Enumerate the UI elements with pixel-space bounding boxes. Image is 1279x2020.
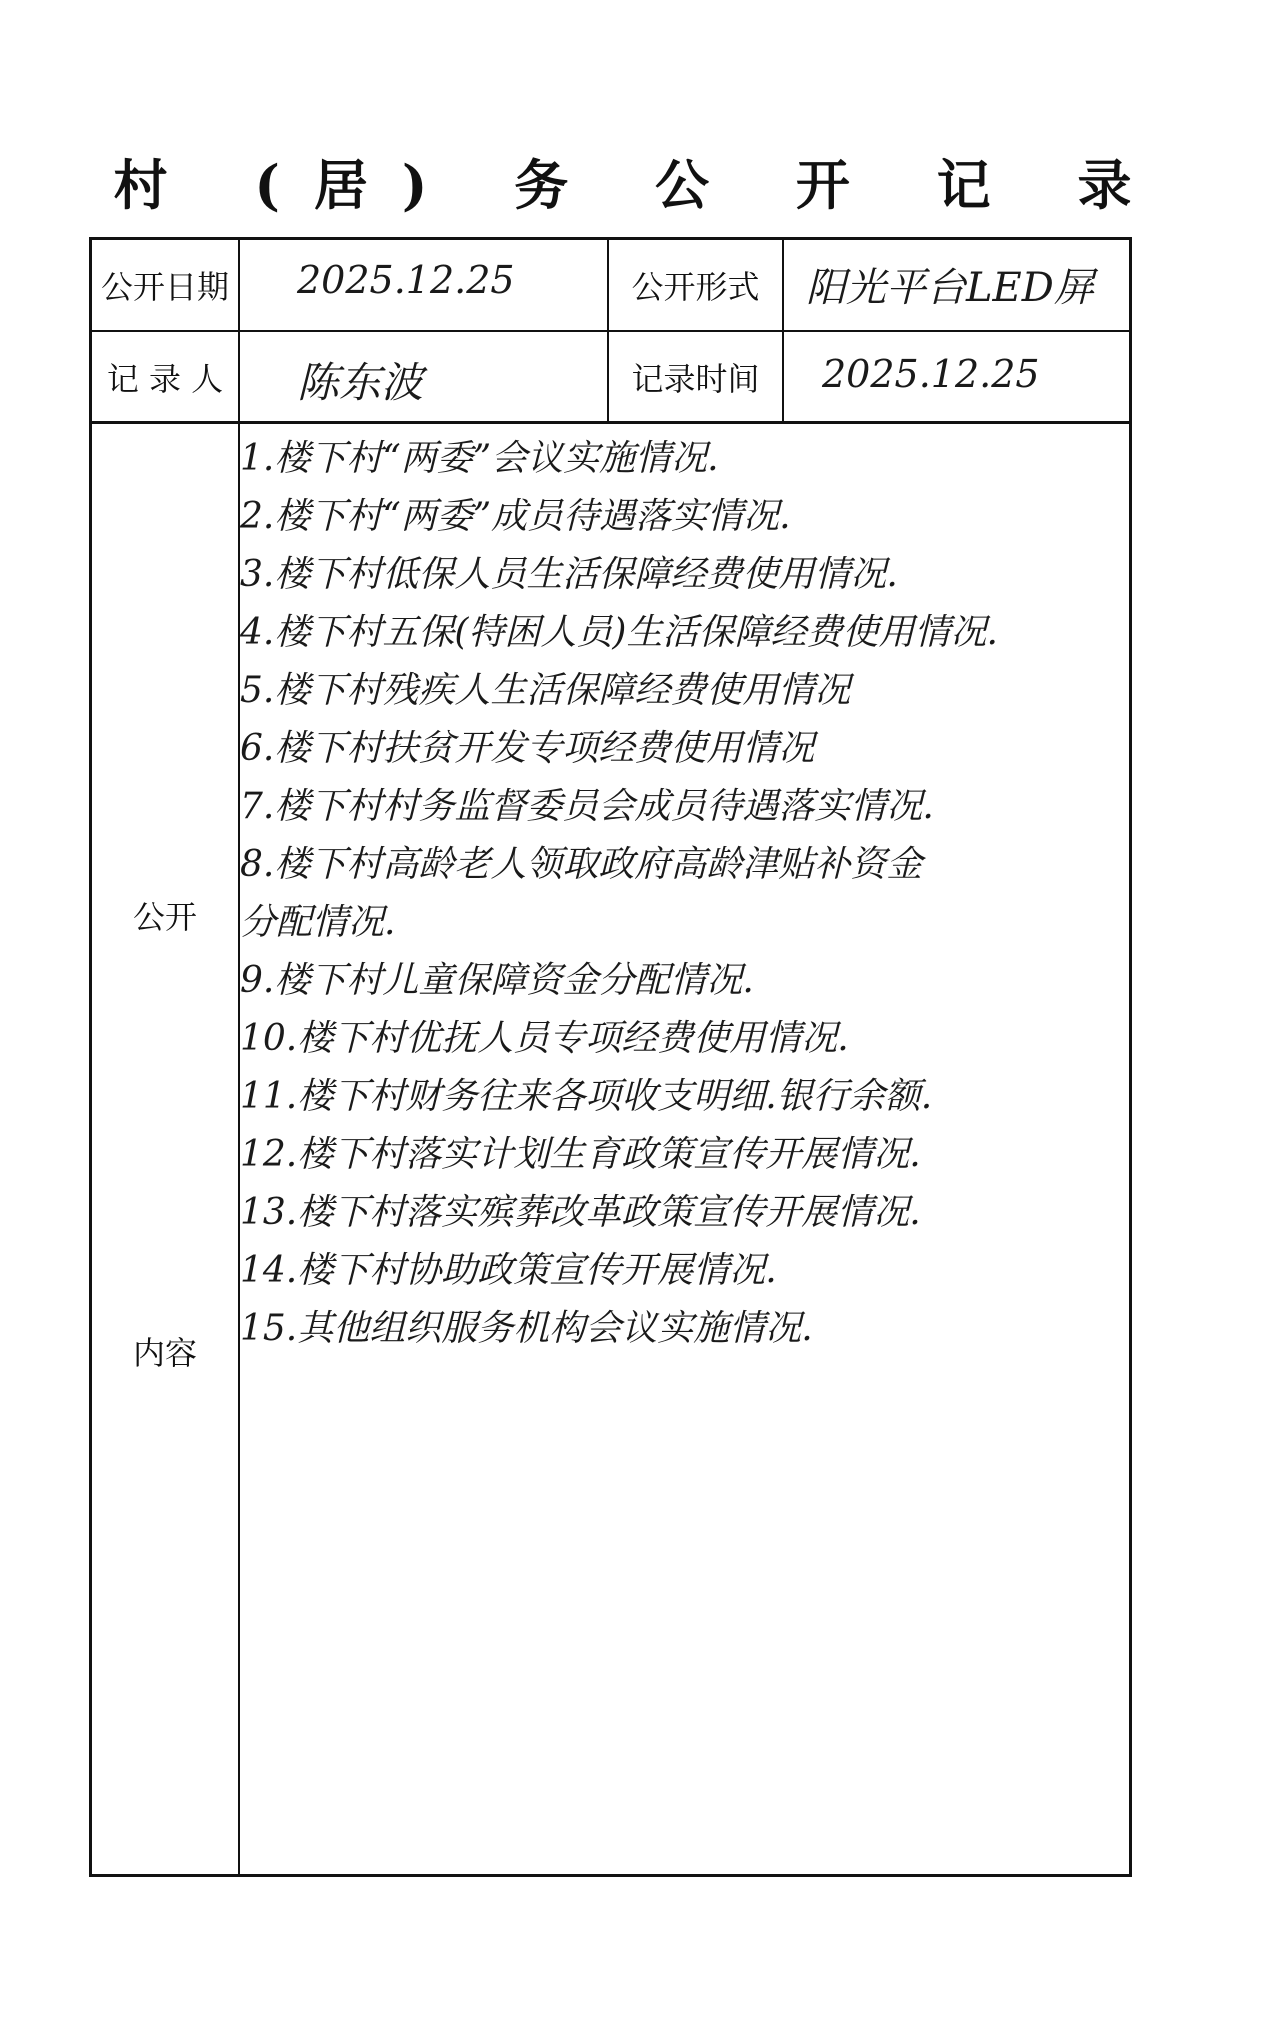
list-item: 12.楼下村落实计划生育政策宣传开展情况.: [240, 1134, 921, 1175]
list-item: 1.楼下村“两委”会议实施情况.: [240, 438, 719, 479]
list-item: 10.楼下村优抚人员专项经费使用情况.: [240, 1018, 849, 1059]
recorder-value: 陈东波: [297, 358, 424, 407]
disclosure-item-list: [240, 430, 1100, 1358]
record-time-label: 记录时间: [631, 359, 760, 398]
content-label-top: 公开: [132, 898, 197, 936]
list-item: 14.楼下村协助政策宣传开展情况.: [240, 1250, 777, 1291]
content-label-bottom: 内容: [132, 1334, 197, 1372]
record-time-value: 2025.12.25: [822, 352, 1040, 396]
list-item: 6.楼下村扶贫开发专项经费使用情况: [240, 728, 815, 769]
page-title: 村 (居) 务 公 开 记 录: [113, 153, 1166, 217]
column-divider: [782, 240, 784, 421]
form-label: 公开形式: [631, 268, 760, 306]
list-item: 11.楼下村财务往来各项收支明细.银行余额.: [240, 1076, 933, 1117]
list-item: 9.楼下村儿童保障资金分配情况.: [240, 960, 754, 1001]
form-value: 阳光平台LED屏: [806, 265, 1094, 311]
list-item: 8.楼下村高龄老人领取政府高龄津贴补资金分配情况.: [240, 844, 923, 943]
list-item: 3.楼下村低保人员生活保障经费使用情况.: [240, 554, 898, 595]
date-value: 2025.12.25: [297, 258, 515, 302]
list-item: 7.楼下村村务监督委员会成员待遇落实情况.: [240, 786, 934, 827]
list-item: 15.其他组织服务机构会议实施情况.: [240, 1308, 813, 1349]
list-item: 5.楼下村残疾人生活保障经费使用情况: [240, 670, 851, 711]
row-divider: [92, 421, 1129, 424]
list-item: 2.楼下村“两委”成员待遇落实情况.: [240, 496, 791, 537]
date-label: 公开日期: [100, 268, 229, 306]
list-item: 4.楼下村五保(特困人员)生活保障经费使用情况.: [240, 612, 998, 653]
recorder-label: 记 录 人: [106, 359, 224, 398]
list-item: 13.楼下村落实殡葬改革政策宣传开展情况.: [240, 1192, 921, 1233]
